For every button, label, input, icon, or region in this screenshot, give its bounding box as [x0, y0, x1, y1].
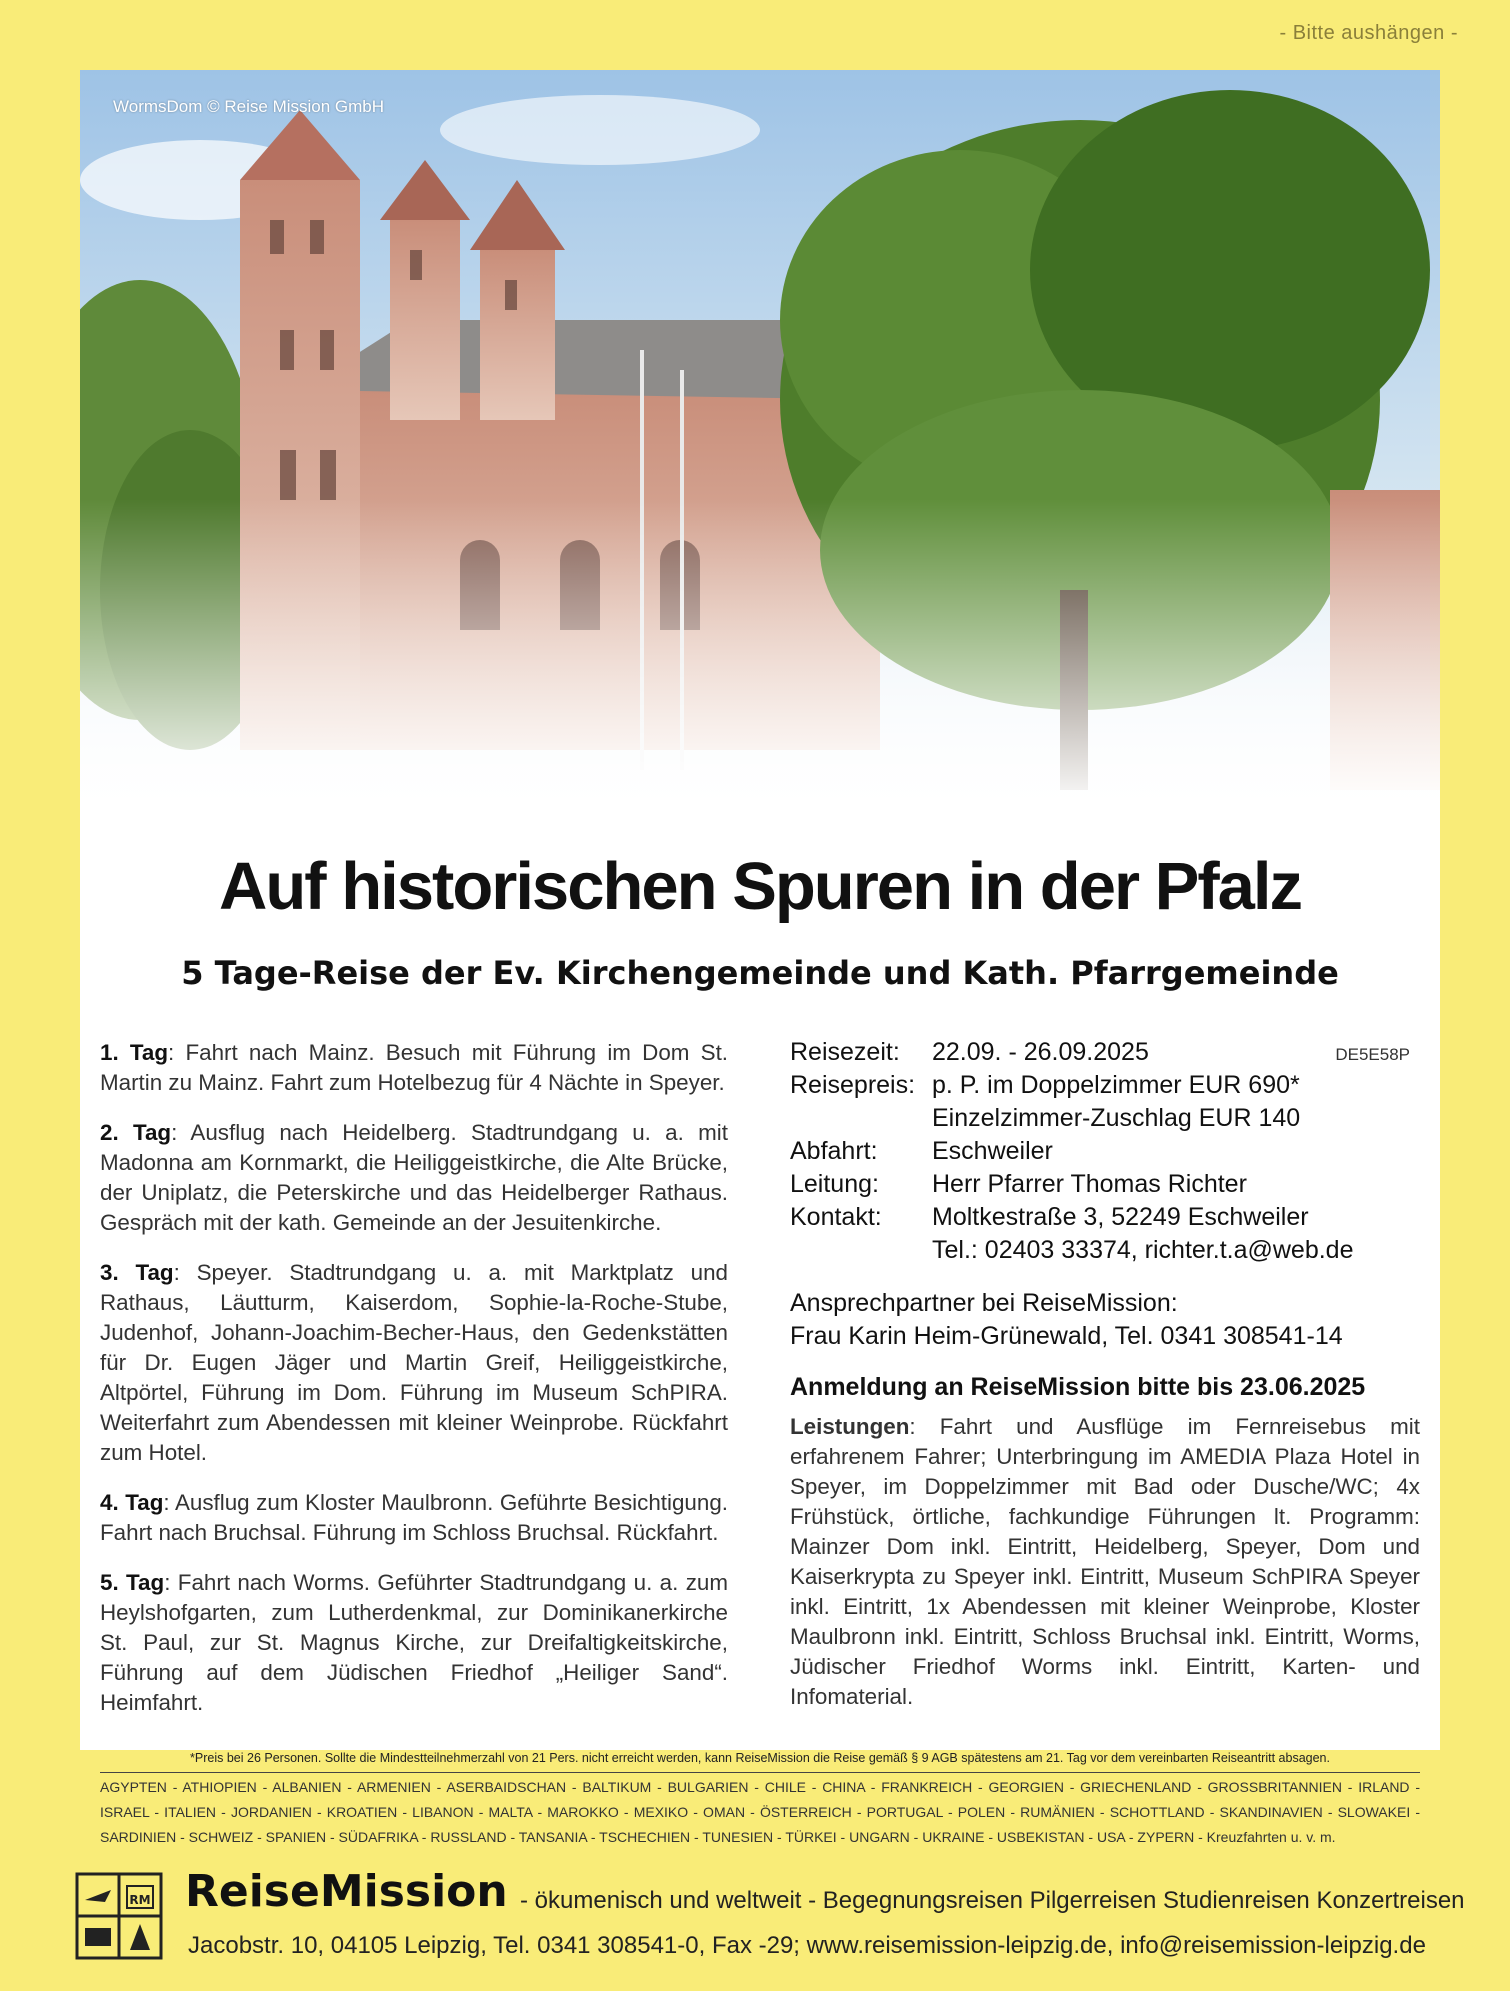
- day-label: 4. Tag: [100, 1490, 164, 1515]
- itinerary: [100, 1038, 728, 1738]
- info-value: Eschweiler: [932, 1137, 1053, 1165]
- services-label: Leistungen: [790, 1414, 910, 1439]
- info-row: [790, 1234, 1420, 1267]
- info-row: [790, 1069, 1420, 1102]
- info-label: [790, 1234, 932, 1267]
- info-row: [790, 1135, 1420, 1168]
- info-value: 22.09. - 26.09.2025: [932, 1038, 1149, 1066]
- itinerary-day: [100, 1488, 728, 1548]
- itinerary-day: [100, 1568, 728, 1718]
- brand-tagline: - ökumenisch und weltweit - Begegnungsreisen Pilgerreisen Studienreisen Konzertreisen: [520, 1887, 1465, 1914]
- reisemission-logo: [75, 1872, 163, 1960]
- info-label: Leitung:: [790, 1170, 879, 1198]
- brand-name: ReiseMission: [185, 1866, 508, 1917]
- destination-list: AGYPTEN - ATHIOPIEN - ALBANIEN - ARMENIEN - ASERBAIDSCHAN - BALTIKUM - BULGARIEN - CHILE - CHINA - FRANKREICH - GEORGIEN - GRIECHENLAND - GROSSBRITANNIEN - IRLAND - ISRAEL - ITALIEN - JORDANIEN - KROATIEN - LIBANON - MALTA - MAROKKO - MEXIKO - OMAN - ÖSTERREICH - PORTUGAL - POLEN - RUMÄNIEN - SCHOTTLAND - SKANDINAVIEN - SLOWAKEI - SARDINIEN - SCHWEIZ - SPANIEN - SÜDAFRIKA - RUSSLAND - TANSANIA - TSCHECHIEN - TUNESIEN - TÜRKEI - UNGARN - UKRAINE - USBEKISTAN - USA - ZYPERN - Kreuzfahrten u. v. m.: [100, 1779, 1420, 1845]
- day-text: : Ausflug nach Heidelberg. Stadtrundgang u. a. mit Madonna am Kornmarkt, die Heiliggeistkirche, die Alte Brücke, der Uniplatz, die Peterskirche und das Heidelberger Rathaus. Gespräch mit der kath. Gemeinde an der Jesuitenkirche.: [100, 1120, 728, 1235]
- price-footnote: *Preis bei 26 Personen. Sollte die Mindestteilnehmerzahl von 21 Pers. nicht erreicht werden, kann ReiseMission die Reise gemäß § 9 AGB spätestens am 21. Tag vor dem vereinbarten Reiseantritt absagen.: [190, 1751, 1330, 1765]
- info-label: [790, 1102, 932, 1135]
- itinerary-day: [100, 1258, 728, 1468]
- contact-address: Jacobstr. 10, 04105 Leipzig, Tel. 0341 308541-0, Fax -29; www.reisemission-leipzig.de, info@reisemission-leipzig.de: [188, 1932, 1426, 1959]
- day-label: 2. Tag: [100, 1120, 172, 1145]
- day-text: : Fahrt nach Worms. Geführter Stadtrundgang u. a. zum Heylshofgarten, zum Lutherdenkmal, zur Dominikanerkirche St. Paul, zur St. Magnus Kirche, zur Dreifaltigkeitskirche, Führung auf dem Jüdischen Friedhof „Heiliger Sand“. Heimfahrt.: [100, 1570, 728, 1715]
- cathedral-photo: [80, 70, 1440, 850]
- contact-person: Frau Karin Heim-Grünewald, Tel. 0341 308541-14: [790, 1322, 1343, 1350]
- day-text: : Speyer. Stadtrundgang u. a. mit Marktplatz und Rathaus, Läutturm, Kaiserdom, Sophie-la-Roche-Stube, Judenhof, Johann-Joachim-Becher-Haus, den Gedenkstätten für Dr. Eugen Jäger und Martin Greif, Heiliggeistkirche, Altpörtel, Führung im Dom. Führung im Museum SchPIRA. Weiterfahrt zum Abendessen mit kleiner Weinprobe. Rückfahrt zum Hotel.: [100, 1260, 728, 1465]
- hang-up-note: - Bitte aushängen -: [1279, 22, 1458, 44]
- itinerary-day: [100, 1118, 728, 1238]
- photo-credit: WormsDom © Reise Mission GmbH: [113, 97, 385, 116]
- day-text: : Ausflug zum Kloster Maulbronn. Geführte Besichtigung. Fahrt nach Bruchsal. Führung im Schloss Bruchsal. Rückfahrt.: [100, 1490, 728, 1545]
- info-value: Tel.: 02403 33374, richter.t.a@web.de: [932, 1236, 1354, 1264]
- registration-deadline: Anmeldung an ReiseMission bitte bis 23.06.2025: [790, 1373, 1366, 1401]
- day-label: 3. Tag: [100, 1260, 174, 1285]
- page-title: Auf historischen Spuren in der Pfalz: [218, 849, 1302, 924]
- day-text: : Fahrt nach Mainz. Besuch mit Führung im Dom St. Martin zu Mainz. Fahrt zum Hotelbezug für 4 Nächte in Speyer.: [100, 1040, 729, 1095]
- logo-text: RM: [129, 1893, 151, 1907]
- services: [790, 1412, 1420, 1712]
- divider: [100, 1772, 1420, 1773]
- info-row: [790, 1168, 1420, 1201]
- info-value: Herr Pfarrer Thomas Richter: [932, 1170, 1247, 1198]
- info-value: p. P. im Doppelzimmer EUR 690*: [932, 1071, 1300, 1099]
- contact-heading: Ansprechpartner bei ReiseMission:: [790, 1289, 1178, 1317]
- info-label: Reisezeit:: [790, 1038, 900, 1066]
- day-label: 1. Tag: [100, 1040, 169, 1065]
- page-subtitle: 5 Tage-Reise der Ev. Kirchengemeinde und Kath. Pfarrgemeinde: [181, 954, 1339, 992]
- info-row: [790, 1102, 1420, 1135]
- info-value: Moltkestraße 3, 52249 Eschweiler: [932, 1203, 1309, 1231]
- itinerary-day: [100, 1038, 728, 1098]
- info-value: Einzelzimmer-Zuschlag EUR 140: [932, 1104, 1301, 1132]
- day-label: 5. Tag: [100, 1570, 165, 1595]
- info-label: Abfahrt:: [790, 1137, 878, 1165]
- trip-code: DE5E58P: [1335, 1045, 1410, 1064]
- services-text: : Fahrt und Ausflüge im Fernreisebus mit erfahrenem Fahrer; Unterbringung im AMEDIA Plaza Hotel in Speyer, im Doppelzimmer mit Bad oder Dusche/WC; 4x Frühstück, örtliche, fachkundige Führungen lt. Programm: Mainzer Dom inkl. Eintritt, Heidelberg, Speyer, Dom und Kaiserkrypta zu Speyer inkl. Eintritt, Museum SchPIRA Speyer inkl. Eintritt, 1x Abendessen mit kleiner Weinprobe, Kloster Maulbronn inkl. Eintritt, Schloss Bruchsal inkl. Eintritt, Worms, Jüdischer Friedhof Worms inkl. Eintritt, Karten- und Infomaterial.: [790, 1414, 1420, 1709]
- info-row: [790, 1036, 1420, 1069]
- trip-info: [790, 1036, 1420, 1712]
- info-label: Reisepreis:: [790, 1071, 916, 1099]
- info-label: Kontakt:: [790, 1203, 882, 1231]
- info-row: [790, 1201, 1420, 1234]
